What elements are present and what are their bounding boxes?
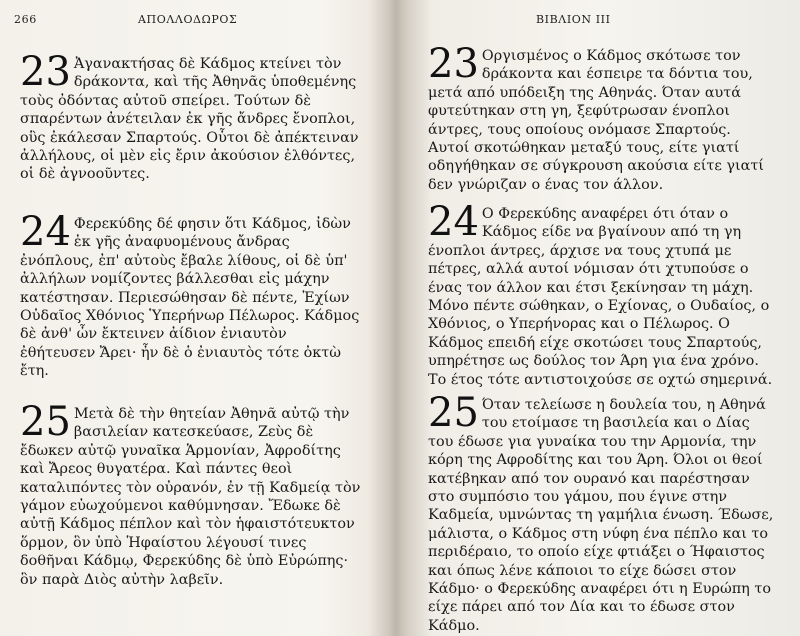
page-number: 266 xyxy=(14,13,37,26)
paragraph-number: 24 xyxy=(428,199,479,245)
paragraph-number: 25 xyxy=(20,399,71,445)
paragraph-number: 23 xyxy=(20,49,71,95)
left-running-head: ΑΠΟΛΛΟΔΩΡΟΣ xyxy=(138,13,238,26)
paragraph-number: 25 xyxy=(428,390,479,436)
paragraph-text: Φερεκύδης δέ φησιν ὅτι Κάδμος, ἰδὼν ἐκ γῆς ἀναφυομένους ἄνδρας ἐνόπλους, ἐπ' αὐτοὺς ἔβαλε λίθους, οἱ δὲ ὑπ' ἀλλήλων νομίζοντες βάλλεσθαι εἰς μάχην κατέστησαν. Περιεσώθησαν δὲ πέντε, Ἐχίων Οὐδαῖος Χθόνιος Ὑπερήνωρ Πέλωρος. Κάδμος δὲ ἀνθ' ὧν ἔκτεινεν ἀίδιον ἐνιαυτὸν ἐθήτευσεν Ἄρει· ἦν δὲ ὁ ἐνιαυτὸς τότε ὀκτὼ ἔτη. xyxy=(20,216,360,380)
paragraph-number: 23 xyxy=(428,41,479,87)
left-paragraph-25 xyxy=(20,399,366,589)
right-paragraph-23 xyxy=(428,41,774,194)
right-running-head: ΒΙΒΛΙΟΝ ΙΙΙ xyxy=(536,13,611,26)
paragraph-text: Ἀγανακτήσας δὲ Κάδμος κτείνει τὸν δράκοντα, καὶ τῆς Ἀθηνᾶς ὑποθεμένης τοὺς ὀδόντας αὐτοῦ σπείρει. Τούτων δὲ σπαρέντων ἀνέτειλαν ἐκ γῆς ἄνδρες ἔνοπλοι, οὓς ἐκάλεσαν Σπαρτούς. Οὗτοι δὲ ἀπέκτειναν ἀλλήλους, οἱ μὲν εἰς ἔριν ἀκούσιον ἐλθόντες, οἱ δὲ ἀγνοοῦντες. xyxy=(20,56,359,183)
left-paragraph-24 xyxy=(20,209,366,381)
paragraph-number: 24 xyxy=(20,209,71,255)
right-paragraph-24 xyxy=(428,199,774,389)
left-paragraph-23 xyxy=(20,49,366,184)
paragraph-text: Όταν τελείωσε η δουλεία του, η Αθηνά του ετοίμασε τη βασιλεία και ο Δίας του έδωσε για γυναίκα του την Αρμονία, την κόρη της Αφροδίτης και του Άρη. Όλοι οι θεοί κατέβηκαν από τον ουρανό και παρέστησαν στο συμπόσιο του γάμου, που έγινε στην Καδμεία, υμνώντας τη γαμήλια ένωση. Έδωσε, μάλιστα, ο Κάδμος στη νύφη ένα πέπλο και το περιδέραιο, το οποίο είχε φτιάξει ο Ήφαιστος και όπως λένε κάποιοι το είχε δώσει στον Κάδμο· ο Φερεκύδης αναφέρει ότι η Ευρώπη το είχε πάρει από τον Δία και το έδωσε στον Κάδμο. xyxy=(428,397,774,634)
right-paragraph-25 xyxy=(428,390,774,635)
paragraph-text: Μετὰ δὲ τὴν θητείαν Ἀθηνᾶ αὐτῷ τὴν βασιλείαν κατεσκεύασε, Ζεὺς δὲ ἔδωκεν αὐτῷ γυναῖκα Ἁρμονίαν, Ἀφροδίτης καὶ Ἄρεος θυγατέρα. Καὶ πάντες θεοὶ καταλιπόντες τὸν οὐρανόν, ἐν τῇ Καδμείᾳ τὸν γάμον εὐωχούμενοι καθύμνησαν. Ἔδωκε δὲ αὐτῇ Κάδμος πέπλον καὶ τὸν ἡφαιστότευκτον ὅρμον, ὃν ὑπὸ Ἡφαίστου λέγουσί τινες δοθῆναι Κάδμῳ, Φερεκύδης δὲ ὑπὸ Εὐρώπης· ὃν παρὰ Διὸς αὐτὴν λαβεῖν. xyxy=(20,406,361,588)
paragraph-text: Ο Φερεκύδης αναφέρει ότι όταν ο Κάδμος είδε να βγαίνουν από τη γη ένοπλοι άντρες, άρχισε να τους χτυπά με πέτρες, αλλά αυτοί νόμισαν ότι χτυπούσε ο ένας τον άλλον και έτσι ξεκίνησαν τη μάχη. Μόνο πέντε σώθηκαν, ο Εχίονας, ο Ουδαίος, ο Χθόνιος, ο Υπερήνορας και ο Πέλωρος. Ο Κάδμος επειδή είχε σκοτώσει τους Σπαρτούς, υπηρέτησε ως δούλος τον Άρη για ένα χρόνο. Το έτος τότε αντιστοιχούσε σε οχτώ σημερινά. xyxy=(428,206,773,388)
paragraph-text: Οργισμένος ο Κάδμος σκότωσε τον δράκοντα και έσπειρε τα δόντια του, μετά από υπόδειξη της Αθηνάς. Όταν αυτά φυτεύτηκαν στη γη, ξεφύτρωσαν ένοπλοι άντρες, τους οποίους ονόμασε Σπαρτούς. Αυτοί σκοτώθηκαν μεταξύ τους, είτε γιατί οδηγήθηκαν σε σύγκρουση ακούσια είτε γιατί δεν γνώριζαν ο ένας τον άλλον. xyxy=(428,48,764,193)
